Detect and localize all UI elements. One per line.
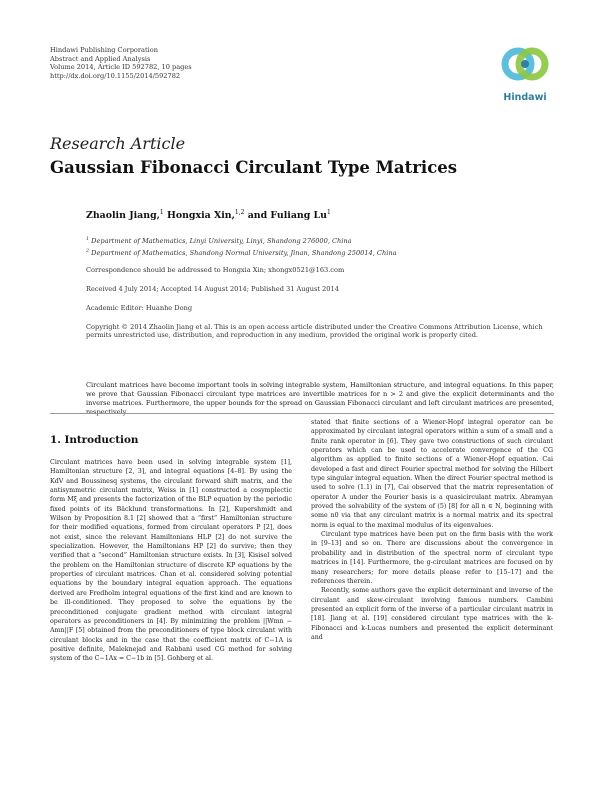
affiliation: [86, 248, 556, 258]
author-affiliation-mark: 1,2: [234, 209, 245, 216]
copyright-notice: Copyright © 2014 Zhaolin Jiang et al. This is an open access article distributed under the Creative Commons Attribution License, which permits unrestricted use, distribution, and reproduction in any medium, provided the original work is properly cited.: [86, 323, 543, 340]
publication-dates: Received 4 July 2014; Accepted 14 August 2014; Published 31 August 2014: [86, 285, 339, 293]
author-affiliation-mark: 1: [159, 209, 164, 216]
paragraph: Circulant type matrices have been put on the firm basis with the work in [9–13] and so on. There are discussions about the convergence in probability and in distribution of the spectral norm of circulant type matrices in [14]. Furthermore, the g-circulant matrices are focused on by many researchers; for more details please refer to [15–17] and the references therein.: [311, 531, 553, 585]
paragraph: stated that finite sections of a Wiener-Hopf integral operator can be approximated by circulant integral operators within a sum of a small and a finite rank operator in [6]. They gave two constructions of such circulant operators which can be used to accelerate convergence of the CG algorithm as applied to finite sections of a Wiener-Hopf equation. Cai developed a fast and direct Fourier spectral method for solving the Hilbert type singular integral equation. When the direct Fourier spectral method is used to solve (1.1) in [7], Cai observed that the matrix representation of operator A under the Fourier basis is a quasicirculant matrix. Abramyan proved the solvability of the system of (5) [8] for all n ∈ N, beginning with some n0 via that any circulant matrix is a normal matrix and its spectral norm is equal to the maximal modulus of its eigenvalues.: [311, 419, 553, 529]
right-column: [311, 418, 553, 642]
author-list: [86, 209, 331, 221]
section-heading: 1. Introduction: [50, 434, 139, 446]
abstract: Circulant matrices have become important tools in solving integrable system, Hamiltonian structure, and integral equations. In this paper, we prove that Gaussian Fibonacci circulant type matrices are invertible matrices for n > 2 and give the explicit determinants and the inverse matrices. Furthermore, the upper bounds for the spread on Gaussian Fibonacci circulant and left circulant matrices are presented, respectively.: [86, 381, 554, 417]
volume-info: Volume 2014, Article ID 592782, 10 pages: [50, 63, 192, 72]
affiliation-text: Department of Mathematics, Linyi University, Linyi, Shandong 276000, China: [91, 237, 352, 246]
author-name: Zhaolin Jiang,: [86, 210, 160, 222]
logo-text: Hindawi: [503, 92, 547, 103]
affiliation-mark: 1: [86, 237, 90, 242]
article-type: Research Article: [50, 134, 186, 153]
author-name: and Fuliang Lu: [247, 210, 327, 222]
journal-info: [50, 46, 192, 80]
divider: [50, 413, 554, 414]
doi-link[interactable]: http://dx.doi.org/10.1155/2014/592782: [50, 71, 181, 80]
affiliation-mark: 2: [86, 249, 90, 254]
affiliation-text: Department of Mathematics, Shandong Normal University, Jinan, Shandong 250014, China: [91, 249, 397, 258]
author-name: Hongxia Xin,: [167, 210, 235, 222]
paragraph: Recently, some authors gave the explicit determinant and inverse of the circulant and skew-circulant involving famous numbers. Cambini presented an explicit form of the inverse of a particular circulant matrix in [18]. Jiang et al. [19] considered circulant type matrices with the k-Fibonacci and k-Lucas numbers and presented the explicit determinant and: [311, 587, 553, 641]
paragraph: Circulant matrices have been used in solving integrable system [1], Hamiltonian structure [2, 3], and integral equations [4–8]. By using the KdV and Boussinesq systems, the circulant forward shift matrix, and the antisymmetric circulant matrix, Weiss in [1] constructed a cosymplectic form Mξ and presents the factorization of the BLP equation by the periodic fixed points of its Bäcklund transformations. In [2], Kupershmidt and Wilson by Proposition 8.1 [2] showed that a “first” Hamiltonian structure for their modified equations, formed from circulant operators P [2], does not exist, since the relevant Hamiltonians HLP [2] do not survive the specialization. However, the Hamiltonians HP [2] do survive; then they verified that a “second” Hamiltonian structure exists. In [3], Kisisel solved the problem on the Hamiltonian structure of discrete KP equations by the properties of circulant matrices. Chan et al. considered solving potential equations by the boundary integral equation approach. The equations derived are Fredholm integral equations of the first kind and are known to be ill-conditioned. They proposed to solve the equations by the preconditioned conjugate gradient method with circulant integral operators as preconditioners in [4]. By minimizing the problem ||Wmn − Amn||F [5] obtained from the preconditioners of type block circulant with circulant blocks and in the case that the coefficient matrix of C−1A is positive definite, Maleknejad and Rabbani used CG method for solving system of the C−1Ax = C−1b in [5]. Gohberg et al.: [50, 459, 292, 663]
publisher-name: Hindawi Publishing Corporation: [50, 46, 158, 54]
article-title: Gaussian Fibonacci Circulant Type Matrices: [50, 158, 458, 177]
affiliation: [86, 236, 556, 246]
left-column: [50, 434, 292, 664]
journal-name: Abstract and Applied Analysis: [50, 54, 151, 63]
correspondence: Correspondence should be addressed to Hongxia Xin; xhongx0521@163.com: [86, 266, 345, 274]
author-affiliation-mark: 1: [326, 209, 331, 216]
academic-editor: Academic Editor: Huanhe Dong: [86, 304, 193, 312]
